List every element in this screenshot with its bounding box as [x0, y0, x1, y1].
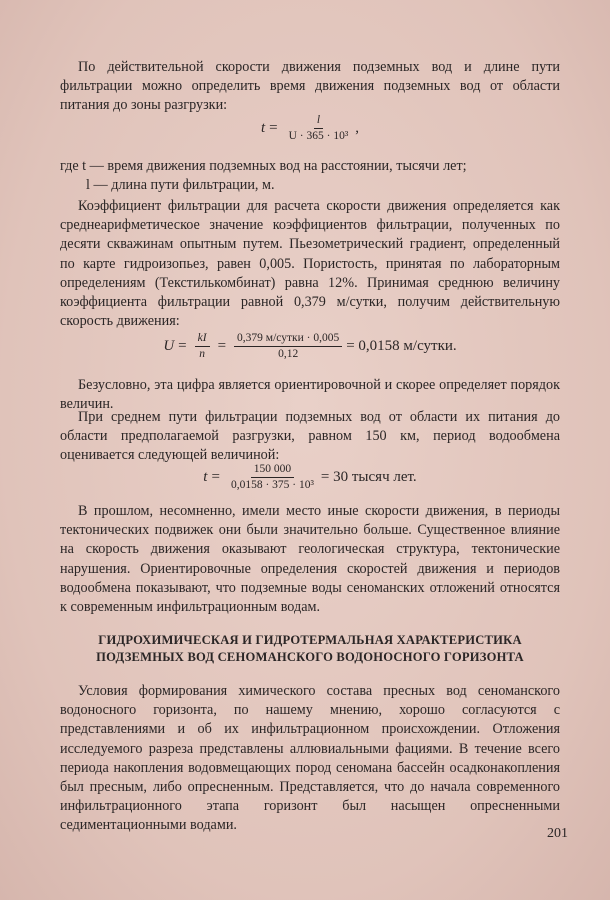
fraction-denominator: U · 365 · 10³ [288, 130, 349, 142]
fraction-numerator: 0,379 м/сутки · 0,005 [234, 332, 342, 347]
formula-fraction-values [234, 332, 342, 361]
legend-line-l: l — длина пути фильтрации, м. [86, 177, 275, 193]
heading-line-1: ГИДРОХИМИЧЕСКАЯ И ГИДРОТЕРМАЛЬНАЯ ХАРАКТЕРИСТИКА [98, 633, 522, 647]
heading-line-2: ПОДЗЕМНЫХ ВОД СЕНОМАНСКОГО ВОДОНОСНОГО ГОРИЗОНТА [96, 650, 524, 664]
formula-equals: = [217, 338, 227, 354]
page-number: 201 [547, 826, 568, 841]
paragraph-text: По действительной скорости движения подземных вод и длине пути фильтрации можно определить время движения подземных вод от области питания до зоны разгрузки: [60, 59, 560, 114]
fraction-denominator: 0,0158 · 375 · 10³ [230, 479, 314, 491]
paragraph-path [60, 408, 560, 466]
formula-legend [60, 157, 560, 195]
formula-equals: = [269, 120, 278, 136]
formula-velocity [60, 332, 560, 361]
section-heading [60, 632, 560, 666]
formula-equals: = [211, 469, 220, 485]
paragraph-filtration [60, 197, 560, 331]
paragraph-text: Коэффициент фильтрации для расчета скорости движения определяется как среднеарифметическое значение коэффициентов фильтрации, полученных по десяти скважинам опытным путем. Пьезометрический градиент, определенный по карте гидроизопьез, равен 0,005. Пористость, принятая по лабораторным определениям (Текстилькомбинат) равна 12%. Принимая среднюю величину коэффициента фильтрации равной 0,379 м/сутки, получим действительную скорость движения: [60, 198, 560, 330]
formula-equals: = [178, 338, 187, 354]
paragraph-conditions [60, 682, 560, 836]
formula-lhs: t [203, 469, 208, 485]
paragraph-past [60, 502, 560, 617]
paragraph-text: В прошлом, несомненно, имели место иные скорости движения, в периоды тектонических подвижек они были значительно больше. Существенное влияние на скорость движения оказывают геологическая структура, тектонические нарушения. Ориентировочные определения скоростей движения и периодов водообмена показывают, что подземные воды сеноманских отложений относятся к современным инфильтрационным водам. [60, 503, 560, 616]
fraction-numerator: 150 000 [251, 463, 294, 478]
formula-fraction-ki-n [195, 332, 210, 361]
legend-line-t: где t — время движения подземных вод на расстоянии, тысячи лет; [60, 158, 467, 174]
formula-exchange-period [60, 463, 560, 492]
paragraph-text: При среднем пути фильтрации подземных вод от области их питания до области предполагаемой разгрузки, равном 150 км, период водообмена оценивается следующей величиной: [60, 409, 560, 464]
formula-result: = 0,0158 м/сутки. [346, 338, 457, 354]
paragraph-text: Условия формирования химического состава пресных вод сеноманского водоносного горизонта, по нашему мнению, хорошо согласуются с представлениями и об их инфильтрационном происхождении. Отложения исследуемого разреза представлены аллювиальными фациями. В течение всего периода накопления водовмещающих пород сеномана бассейн осадконакопления был пресным, либо опресненным. Представляется, что до начала современного инфильтрационного этапа горизонт был насыщен опресненными седиментационными водами. [60, 683, 560, 834]
fraction-denominator: 0,12 [278, 348, 299, 360]
fraction-numerator: l [314, 114, 323, 129]
formula-tail: , [355, 120, 360, 136]
paragraph-text: Безусловно, эта цифра является ориентировочной и скорее определяет порядок величин. [60, 377, 560, 413]
formula-lhs: U [163, 338, 175, 354]
formula-result: = 30 тысяч лет. [320, 469, 417, 485]
paragraph-intro [60, 58, 560, 116]
formula-fraction [286, 114, 352, 143]
formula-fraction [228, 463, 317, 492]
formula-travel-time [60, 114, 560, 143]
fraction-numerator: kI [195, 332, 210, 347]
formula-lhs: t [260, 120, 266, 136]
fraction-denominator: n [199, 348, 205, 360]
